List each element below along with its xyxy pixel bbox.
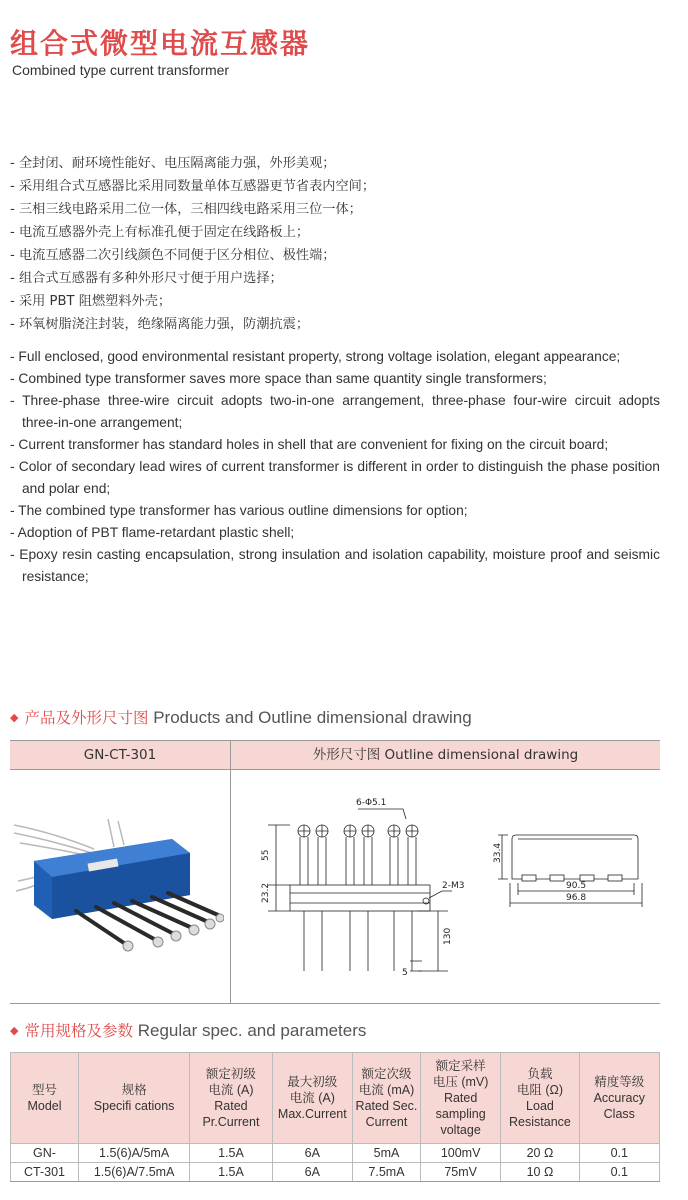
table-cell: 100mV	[420, 1144, 500, 1163]
features-cn-list	[10, 152, 375, 336]
screw-label: 2-M3	[442, 881, 465, 891]
col-header-max-primary: 最大初级 电流 (A) Max.Current	[272, 1053, 352, 1144]
dim-90-label: 90.5	[566, 881, 587, 891]
model-cell-top: GN-	[11, 1144, 79, 1163]
dim-33-label: 33.4	[493, 842, 503, 863]
table-cell: 0.1	[579, 1144, 659, 1163]
feature-cn-item: - 电流互感器二次引线颜色不同便于区分相位、极性端；	[10, 248, 336, 263]
product-photo	[14, 811, 224, 961]
outline-drawing-front	[238, 771, 478, 1003]
table-cell: 6A	[272, 1144, 352, 1163]
dim-5-label: 5	[402, 968, 408, 978]
diamond-bullet-icon: ◆	[10, 712, 19, 724]
section-heading-cn: 产品及外形尺寸图	[24, 709, 149, 727]
feature-cn-item: - 组合式互感器有多种外形尺寸便于用户选择；	[10, 271, 283, 286]
table-cell: 1.5(6)A/7.5mA	[78, 1163, 189, 1182]
col-header-spec: 规格 Specifi cations	[78, 1053, 189, 1144]
spec-table	[10, 1052, 660, 1182]
feature-en-item: - The combined type transformer has various outline dimensions for option;	[10, 503, 468, 518]
outline-drawing-side	[488, 821, 658, 931]
feature-en-item: - Combined type transformer saves more space than same quantity single transformers;	[10, 371, 547, 386]
dimension-table-header	[10, 741, 660, 770]
table-cell: 6A	[272, 1163, 352, 1182]
col-header-sampling-voltage: 额定采样 电压 (mV) Rated sampling voltage	[420, 1053, 500, 1144]
dim-130-label: 130	[443, 927, 453, 945]
col-header-accuracy: 精度等级 Accuracy Class	[579, 1053, 659, 1144]
table-cell: 1.5A	[190, 1144, 272, 1163]
col-header-load-resistance: 负载 电阻 (Ω) Load Resistance	[501, 1053, 579, 1144]
section-heading-spec	[10, 1019, 366, 1041]
col-header-model: 型号 Model	[11, 1053, 79, 1144]
table-cell: 10 Ω	[501, 1163, 579, 1182]
dim-23-label: 23.2	[261, 882, 271, 903]
feature-cn-item: - 三相三线电路采用二位一体，三相四线电路采用三位一体；	[10, 202, 362, 217]
model-header: GN-CT-301	[83, 747, 157, 763]
model-cell-bottom: CT-301	[11, 1163, 79, 1182]
feature-cn-item: - 采用 PBT 阻燃塑料外壳；	[10, 294, 172, 309]
feature-en-item: - Epoxy resin casting encapsulation, strong insulation and isolation capability, moisture proof and seismic resistance;	[10, 547, 660, 584]
col-header-rated-secondary: 额定次级 电流 (mA) Rated Sec. Current	[352, 1053, 420, 1144]
feature-en-item: - Adoption of PBT flame-retardant plastic shell;	[10, 525, 295, 540]
feature-cn-item: - 采用组合式互感器比采用同数量单体互感器更节省表内空间；	[10, 179, 376, 194]
holes-label: 6-Φ5.1	[356, 798, 387, 808]
dim-96-label: 96.8	[566, 893, 587, 903]
section-heading-en: Regular spec. and parameters	[137, 1021, 367, 1040]
dimension-table	[10, 740, 660, 1004]
feature-en-item: - Three-phase three-wire circuit adopts two-in-one arrangement, three-phase four-wire circuit adopts three-in-one arrangement;	[10, 393, 660, 430]
feature-cn-item: - 环氧树脂浇注封装，绝缘隔离能力强，防潮抗震；	[10, 317, 310, 332]
page-title: 组合式微型电流互感器	[10, 27, 311, 60]
section-heading-en: Products and Outline dimensional drawing	[153, 708, 472, 727]
features-en-list	[10, 346, 660, 588]
spec-header-row	[11, 1053, 660, 1144]
table-cell: 7.5mA	[352, 1163, 420, 1182]
section-heading-products	[10, 706, 472, 728]
drawing-header: 外形尺寸图 Outline dimensional drawing	[312, 747, 579, 763]
table-cell: 5mA	[352, 1144, 420, 1163]
feature-cn-item: - 电流互感器外壳上有标准孔便于固定在线路板上；	[10, 225, 310, 240]
diamond-bullet-icon: ◆	[10, 1025, 19, 1037]
column-divider	[230, 741, 231, 1003]
table-cell: 1.5(6)A/5mA	[78, 1144, 189, 1163]
table-cell: 75mV	[420, 1163, 500, 1182]
table-cell: 1.5A	[190, 1163, 272, 1182]
page-subtitle: Combined type current transformer	[12, 62, 230, 78]
feature-en-item: - Current transformer has standard holes in shell that are convenient for fixing on the circuit board;	[10, 437, 609, 452]
table-cell: 0.1	[579, 1163, 659, 1182]
feature-en-item: - Full enclosed, good environmental resistant property, strong voltage isolation, elegant appearance;	[10, 349, 621, 364]
table-row	[11, 1163, 660, 1182]
col-header-rated-primary: 额定初级 电流 (A) Rated Pr.Current	[190, 1053, 272, 1144]
table-cell: 20 Ω	[501, 1144, 579, 1163]
feature-cn-item: - 全封闭、耐环境性能好、电压隔离能力强，外形美观；	[10, 156, 336, 171]
section-heading-cn: 常用规格及参数	[24, 1022, 133, 1040]
dim-55-label: 55	[261, 849, 271, 861]
feature-en-item: - Color of secondary lead wires of current transformer is different in order to distinguish the phase position and polar end;	[10, 459, 660, 496]
table-row	[11, 1144, 660, 1163]
